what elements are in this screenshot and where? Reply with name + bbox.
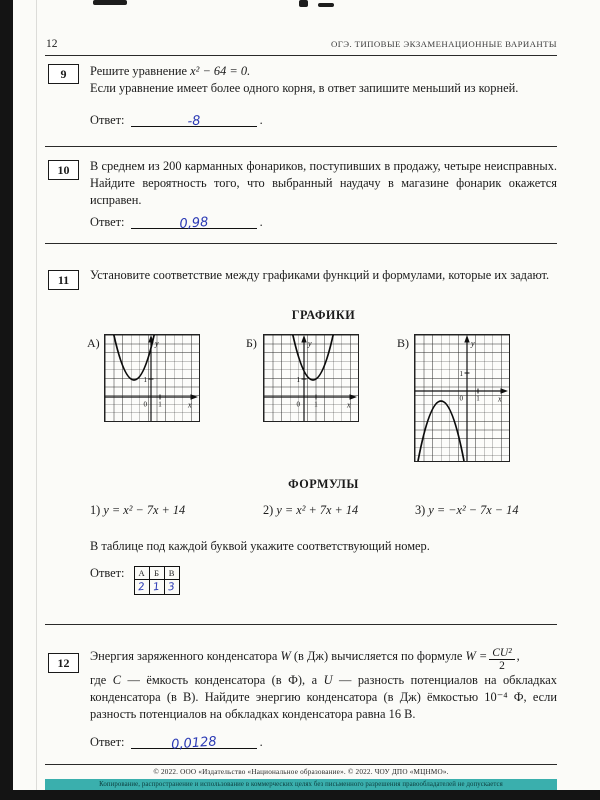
q12-seg3: где [90, 673, 107, 688]
q12-answer-label: Ответ: [90, 735, 125, 749]
graph-b-label: Б) [246, 336, 257, 350]
q11-answer-table [134, 566, 180, 595]
y-axis-label: у [471, 339, 475, 348]
header-rule [45, 55, 557, 56]
q12-answer-period: . [259, 735, 263, 749]
header-title: ОГЭ. ТИПОВЫЕ ЭКЗАМЕНАЦИОННЫЕ ВАРИАНТЫ [331, 39, 557, 49]
y-tick-label: 1 [143, 376, 147, 384]
page-header [46, 38, 557, 50]
value-cell-a [134, 580, 149, 595]
formula-1 [90, 503, 185, 518]
x-tick-label: 1 [158, 400, 162, 409]
parabola-up-vertex-left [113, 334, 155, 380]
q12-fraction [489, 647, 514, 672]
q11-answer [90, 566, 180, 595]
scan-artifact [299, 0, 308, 7]
x-axis-label: х [347, 400, 351, 410]
scan-bottom-edge [0, 790, 600, 800]
q11-answer-v: 3 [167, 580, 176, 594]
x-axis-arrow [501, 388, 509, 393]
q12-var-c: C [112, 673, 122, 688]
q10-number-box: 10 [48, 160, 79, 180]
footer-notice-bar [45, 779, 557, 790]
q9-intro: Решите уравнение [90, 64, 188, 78]
header-cell-a: А [134, 567, 149, 580]
q12-seg5: — разность потенциалов на обкладках конденсатора (в В). Найдите энергию конденсатора (в Дж) ёмкостью 10⁻⁴ Ф, если разность потенциалов на обкладках конденсатора равна 16 В. [90, 673, 557, 722]
formula-3 [415, 503, 518, 518]
origin-label: 0 [143, 400, 147, 409]
q12-text [90, 647, 557, 723]
q11-number-box: 11 [48, 270, 79, 290]
q12-seg1: Энергия заряженного конденсатора [90, 649, 278, 664]
q10-answer-value: 0,98 [178, 215, 209, 232]
value-cell-v [164, 580, 179, 595]
page-number: 12 [46, 38, 58, 50]
q11-answer-label: Ответ: [90, 566, 125, 580]
q10-answer-label: Ответ: [90, 215, 125, 229]
formula-3-expression: y = −x² − 7x − 14 [428, 503, 519, 517]
scan-artifact [318, 3, 334, 7]
q12-number-box: 12 [48, 653, 79, 673]
footer-rule [45, 764, 557, 765]
origin-label: 0 [296, 400, 300, 409]
q12-answer-line [131, 733, 257, 753]
graphs-heading: ГРАФИКИ [291, 308, 356, 322]
formula-2-expression: y = x² + 7x + 14 [276, 503, 359, 517]
q11-text: Установите соответствие между графиками функций и формулами, которые их задают. [90, 268, 550, 282]
q9-line2: Если уравнение имеет более одного корня, в ответ запишите меньший из корней. [90, 81, 519, 95]
x-axis-label: х [188, 400, 192, 410]
q10-answer-line [131, 213, 257, 232]
parabola-down-vertex-below-axis [418, 401, 464, 461]
q12-answer-value: 0,0128 [170, 734, 217, 753]
graph-v-label: В) [397, 336, 409, 350]
q12-var-w: W [280, 649, 291, 664]
q9-answer-line [131, 111, 257, 130]
answer-table-header-row [134, 567, 179, 580]
header-cell-v: В [164, 567, 179, 580]
graph-a-label: А) [87, 336, 100, 350]
x-axis-arrow [350, 394, 358, 399]
q12-comma: , [516, 649, 520, 664]
q9-equation: x² − 64 = 0. [190, 64, 251, 78]
q9-answer-period: . [259, 113, 263, 127]
formula-2 [263, 503, 358, 518]
header-cell-b: Б [149, 567, 164, 580]
q9-answer-label: Ответ: [90, 113, 125, 127]
q11-answer-b: 1 [152, 580, 161, 594]
parabola-up-vertex-right [292, 334, 334, 380]
fraction-numerator: CU² [489, 647, 514, 660]
fraction-denominator: 2 [499, 660, 505, 673]
graph-a [104, 334, 200, 422]
x-tick-label: 1 [314, 400, 318, 409]
graph-v [414, 334, 510, 462]
q9-answer-value: -8 [186, 113, 201, 130]
q10-answer-period: . [259, 215, 263, 229]
separator-1 [45, 146, 557, 147]
x-axis-arrow [191, 394, 199, 399]
footer-notice-text: Копирование, распространение и использование в коммерческих целях без письменного разрешения правообладателей не допускается [99, 781, 503, 788]
answer-table-value-row [134, 580, 179, 595]
q12-seg4: — ёмкость конденсатора (в Ф), а [127, 673, 318, 688]
footer-copyright: © 2022. ООО «Издательство «Национальное образование». © 2022. ЧОУ ДПО «МЦНМО». [153, 768, 449, 776]
value-cell-b [149, 580, 164, 595]
scan-left-edge [0, 0, 13, 800]
q9-text [90, 63, 557, 97]
separator-3 [45, 624, 557, 625]
y-axis-label: у [308, 339, 312, 348]
separator-2 [45, 243, 557, 244]
y-axis-arrow [301, 335, 306, 343]
q11-table-note: В таблице под каждой буквой укажите соответствующий номер. [90, 539, 430, 553]
q10-answer [90, 213, 263, 230]
q12-answer [90, 733, 263, 753]
x-axis-label: х [498, 394, 502, 404]
y-tick-label: 1 [296, 376, 300, 384]
scan-artifact [93, 0, 127, 5]
y-axis-arrow [464, 335, 469, 343]
q9-number-box: 9 [48, 64, 79, 84]
formula-1-expression: y = x² − 7x + 14 [103, 503, 186, 517]
x-tick-label: 1 [476, 394, 480, 403]
formula-1-number: 1) [90, 503, 101, 517]
q12-formula-lhs: W = [465, 649, 488, 664]
formula-2-number: 2) [263, 503, 274, 517]
q12-var-u: U [323, 673, 333, 688]
page-spine-shadow [36, 0, 37, 800]
q9-line1 [90, 63, 557, 80]
y-axis-label: у [155, 339, 159, 348]
origin-label: 0 [459, 394, 463, 403]
formula-3-number: 3) [415, 503, 426, 517]
graph-b [263, 334, 359, 422]
q10-text: В среднем из 200 карманных фонариков, поступивших в продажу, четыре неисправных. Найдите вероятность того, что выбранный наудачу в магазине фонарик окажется исправен. [90, 159, 557, 207]
q12-seg2: (в Дж) вычисляется по формуле [293, 649, 463, 664]
q9-answer [90, 111, 263, 128]
y-tick-label: 1 [459, 370, 463, 378]
q11-answer-a: 2 [137, 580, 146, 594]
formulas-heading: ФОРМУЛЫ [288, 477, 359, 491]
